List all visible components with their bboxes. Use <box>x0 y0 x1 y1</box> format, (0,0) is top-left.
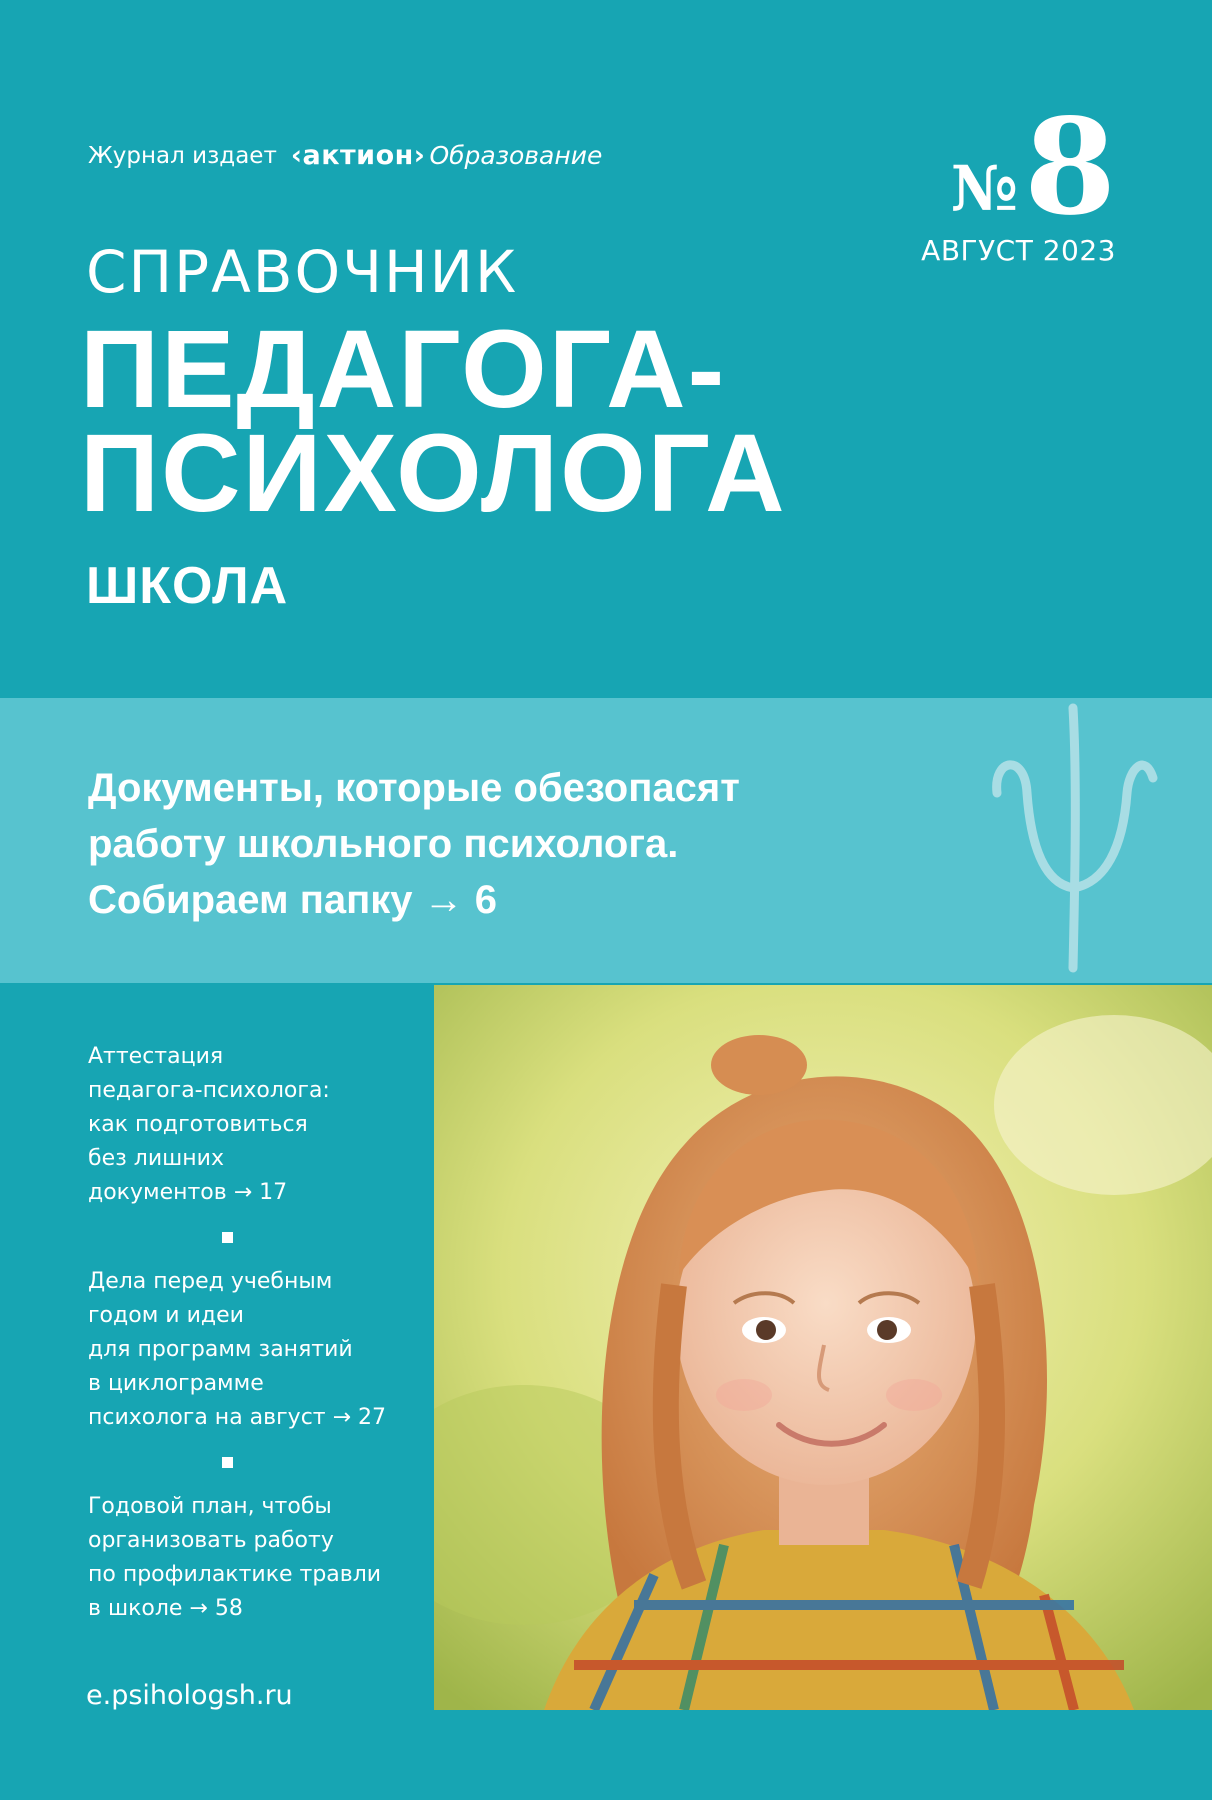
masthead-kicker: СПРАВОЧНИК <box>86 238 519 306</box>
feature-line-3: Собираем папку → 6 <box>88 878 498 922</box>
publisher-line <box>88 140 602 171</box>
publisher-prefix: Журнал издает <box>88 142 277 169</box>
issue-sign: № <box>950 152 1019 225</box>
title-line-1: ПЕДАГОГА- <box>80 308 727 431</box>
feature-band <box>0 698 1212 983</box>
feature-line-2: работу школьного психолога. <box>88 822 679 866</box>
publisher-suffix: Образование <box>429 141 603 170</box>
issue-date: АВГУСТ 2023 <box>921 234 1116 267</box>
masthead-title <box>80 308 787 535</box>
teaser-item: Дела перед учебным годом и идеи для программ занятий в циклограмме психолога на август → 27 <box>88 1269 387 1430</box>
psi-symbol-icon <box>985 698 1165 983</box>
title-line-2: ПСИХОЛОГА <box>80 412 787 535</box>
teaser-column <box>88 1040 418 1626</box>
feature-line-1: Документы, которые обезопасят <box>88 766 740 810</box>
separator-dot <box>222 1457 233 1468</box>
website-url: e.psihologsh.ru <box>86 1680 293 1711</box>
separator-dot <box>222 1232 233 1243</box>
teaser-item: Аттестация педагога-психолога: как подготовиться без лишних документов → 17 <box>88 1044 330 1205</box>
cover-photo-girl <box>434 985 1212 1710</box>
feature-headline <box>88 760 968 928</box>
issue-number: 8 <box>1024 89 1116 245</box>
masthead-subtitle: ШКОЛА <box>86 557 289 615</box>
teaser-item: Годовой план, чтобы организовать работу по профилактике травли в школе → 58 <box>88 1494 382 1621</box>
issue-block <box>896 89 1116 267</box>
publisher-logo: ‹актион› <box>290 140 426 171</box>
